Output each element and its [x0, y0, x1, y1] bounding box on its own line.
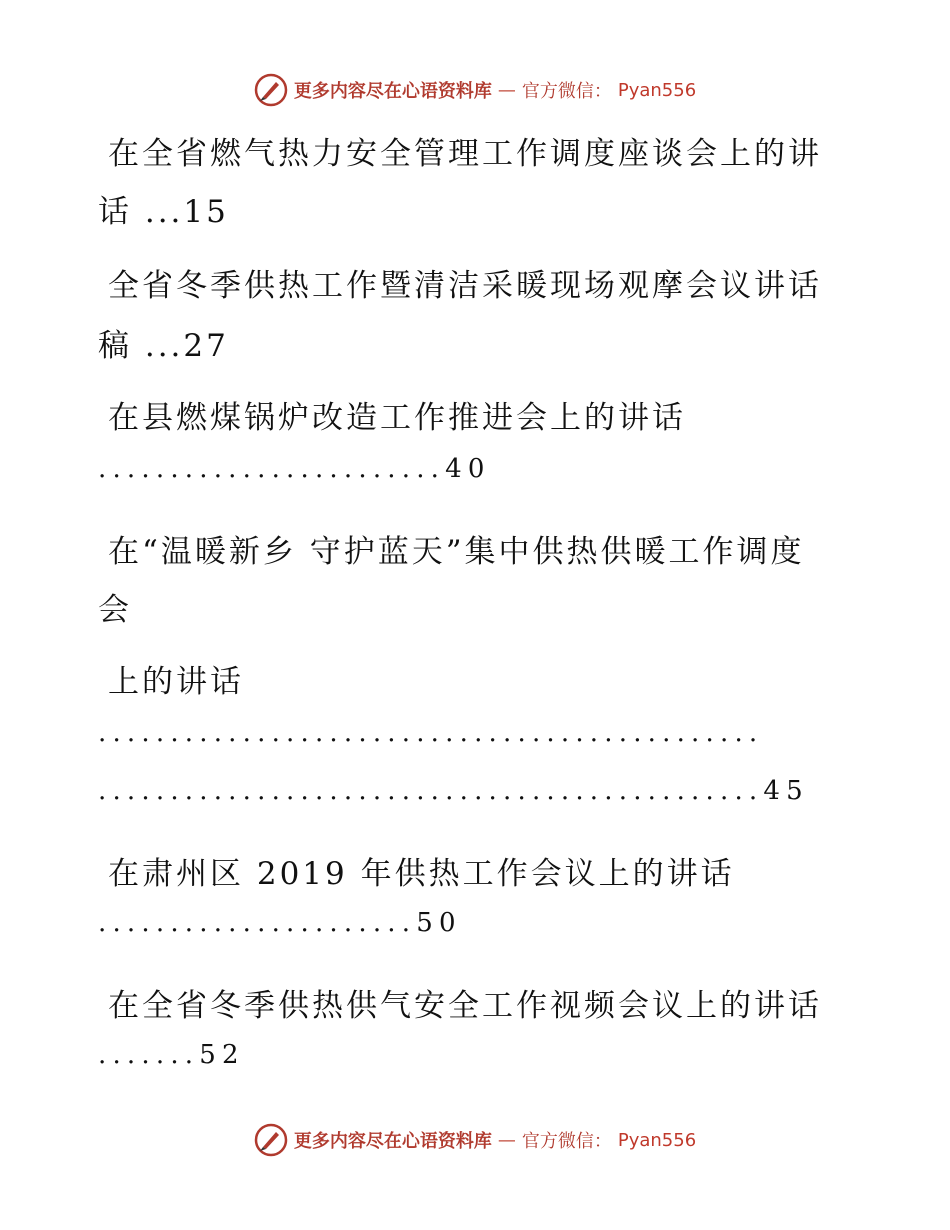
- toc-entry-3-leader: ........................40: [98, 454, 491, 484]
- banner-wechat-label: 官方微信：: [521, 1131, 612, 1152]
- header-watermark-banner: [0, 70, 950, 110]
- banner-wechat-label: 官方微信：: [521, 81, 612, 102]
- toc-entry-1-continuation: 话 ...15: [98, 194, 229, 230]
- toc-entry-4-title: 在“温暖新乡 守护蓝天”集中供热供暖工作调度: [108, 534, 805, 570]
- toc-entry-1-title: 在全省燃气热力安全管理工作调度座谈会上的讲: [108, 136, 822, 172]
- toc-entry-4-continuation-1: 会: [98, 592, 132, 628]
- toc-entry-4-leader-1: ..............................................: [98, 718, 764, 748]
- quill-logo-icon: [254, 73, 288, 107]
- banner-wechat-id: Pyan556: [617, 79, 697, 101]
- toc-entry-4-leader-2: ..............................................45: [98, 776, 809, 806]
- banner-site-text: 更多内容尽在心语资料库: [293, 1131, 492, 1152]
- quill-logo-icon: [254, 1123, 288, 1157]
- banner-wechat-id: Pyan556: [617, 1129, 697, 1151]
- footer-watermark-banner: [0, 1120, 950, 1160]
- banner-dash: —: [497, 1129, 516, 1151]
- toc-entry-4-continuation-2: 上的讲话: [108, 664, 244, 700]
- toc-entry-6-leader: .......52: [98, 1040, 245, 1070]
- banner-dash: —: [497, 79, 516, 101]
- banner-site-text: 更多内容尽在心语资料库: [293, 81, 492, 102]
- toc-entry-6-title: 在全省冬季供热供气安全工作视频会议上的讲话: [108, 988, 822, 1024]
- toc-entry-5-leader: ......................50: [98, 908, 462, 938]
- toc-entry-2-continuation: 稿 ...27: [98, 328, 229, 364]
- toc-entry-2-title: 全省冬季供热工作暨清洁采暖现场观摩会议讲话: [108, 268, 822, 304]
- toc-entry-3-title: 在县燃煤锅炉改造工作推进会上的讲话: [108, 400, 686, 436]
- toc-entry-5-title: 在肃州区 2019 年供热工作会议上的讲话: [108, 856, 735, 892]
